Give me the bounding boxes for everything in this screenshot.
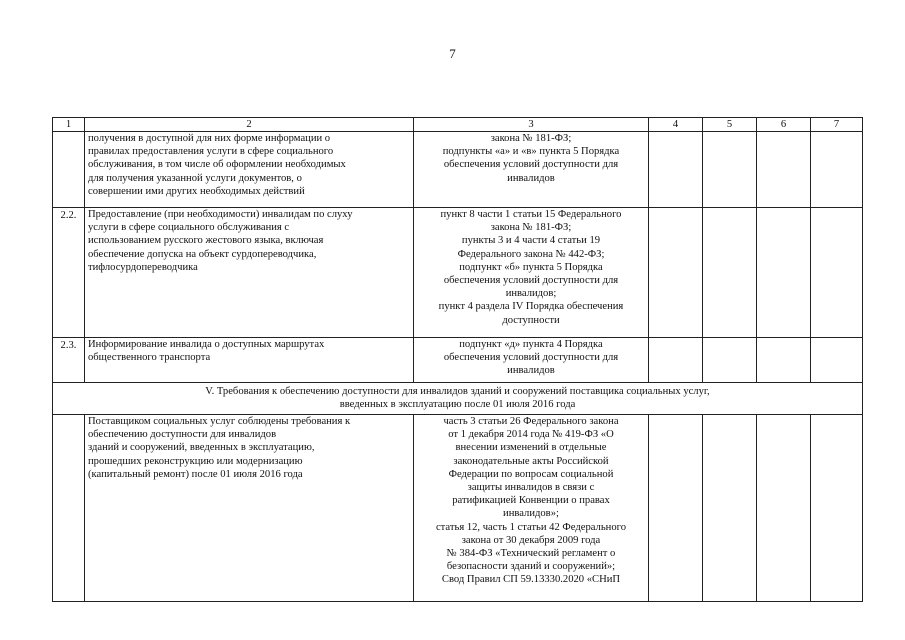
- empty-cell: [649, 338, 703, 383]
- column-header: 6: [757, 118, 811, 132]
- column-header: 4: [649, 118, 703, 132]
- empty-cell: [703, 338, 757, 383]
- legal-basis-text: пункт 8 части 1 статьи 15 Федерального закона № 181-ФЗ; пункты 3 и 4 части 4 статьи 19 Федерального закона № 442-ФЗ; подпункт «б» пункта 5 Порядка обеспечения условий доступности для инвалидов; пункт 4 раздела IV Порядка обеспечения доступности: [414, 208, 649, 338]
- legal-basis-text: часть 3 статьи 26 Федерального закона от 1 декабря 2014 года № 419-ФЗ «О внесении изменений в отдельные законодательные акты Российской Федерации по вопросам социальной защиты инвалидов в связи с ратификацией Конвенции о правах инвалидов»; статья 12, часть 1 статьи 42 Федерального закона от 30 декабря 2009 года № 384-ФЗ «Технический регламент о безопасности зданий и сооружений»; Свод Правил СП 59.13330.2020 «СНиП: [414, 415, 649, 602]
- requirement-text: Поставщиком социальных услуг соблюдены требования к обеспечению доступности для инвалидов зданий и сооружений, введенных в эксплуатацию, прошедших реконструкцию или модернизацию (капитальный ремонт) после 01 июля 2016 года: [85, 415, 414, 602]
- empty-cell: [757, 208, 811, 338]
- legal-basis-text: подпункт «д» пункта 4 Порядка обеспечения условий доступности для инвалидов: [414, 338, 649, 383]
- empty-cell: [649, 208, 703, 338]
- empty-cell: [811, 208, 863, 338]
- table-header-row: [53, 118, 863, 132]
- requirements-table: [52, 117, 863, 602]
- table-row: [53, 338, 863, 383]
- column-header: 5: [703, 118, 757, 132]
- empty-cell: [757, 132, 811, 208]
- empty-cell: [811, 132, 863, 208]
- empty-cell: [703, 208, 757, 338]
- section-heading-row: [53, 383, 863, 415]
- requirement-text: получения в доступной для них форме информации о правилах предоставления услуги в сфере социального обслуживания, в том числе об оформлении необходимых для получения указанной услуги документов, о совершении ими других необходимых действий: [85, 132, 414, 208]
- page-number: 7: [449, 46, 456, 61]
- column-header: 1: [53, 118, 85, 132]
- table-row: [53, 132, 863, 208]
- empty-cell: [757, 415, 811, 602]
- column-header: 2: [85, 118, 414, 132]
- row-number: 2.2.: [53, 208, 85, 338]
- empty-cell: [757, 338, 811, 383]
- requirement-text: Предоставление (при необходимости) инвалидам по слуху услуги в сфере социального обслуживания с использованием русского жестового языка, включая обеспечение допуска на объект сурдопереводчика, тифлосурдопереводчика: [85, 208, 414, 338]
- table-row: [53, 208, 863, 338]
- empty-cell: [811, 338, 863, 383]
- empty-cell: [811, 415, 863, 602]
- empty-cell: [649, 132, 703, 208]
- column-header: 7: [811, 118, 863, 132]
- empty-cell: [703, 415, 757, 602]
- table-row: [53, 415, 863, 602]
- legal-basis-text: закона № 181-ФЗ; подпункты «а» и «в» пункта 5 Порядка обеспечения условий доступности для инвалидов: [414, 132, 649, 208]
- requirement-text: Информирование инвалида о доступных маршрутах общественного транспорта: [85, 338, 414, 383]
- column-header: 3: [414, 118, 649, 132]
- section-heading: V. Требования к обеспечению доступности для инвалидов зданий и сооружений поставщика социальных услуг, введенных в эксплуатацию после 01 июля 2016 года: [53, 383, 863, 415]
- row-number: 2.3.: [53, 338, 85, 383]
- empty-cell: [649, 415, 703, 602]
- row-number: [53, 415, 85, 602]
- row-number: [53, 132, 85, 208]
- empty-cell: [703, 132, 757, 208]
